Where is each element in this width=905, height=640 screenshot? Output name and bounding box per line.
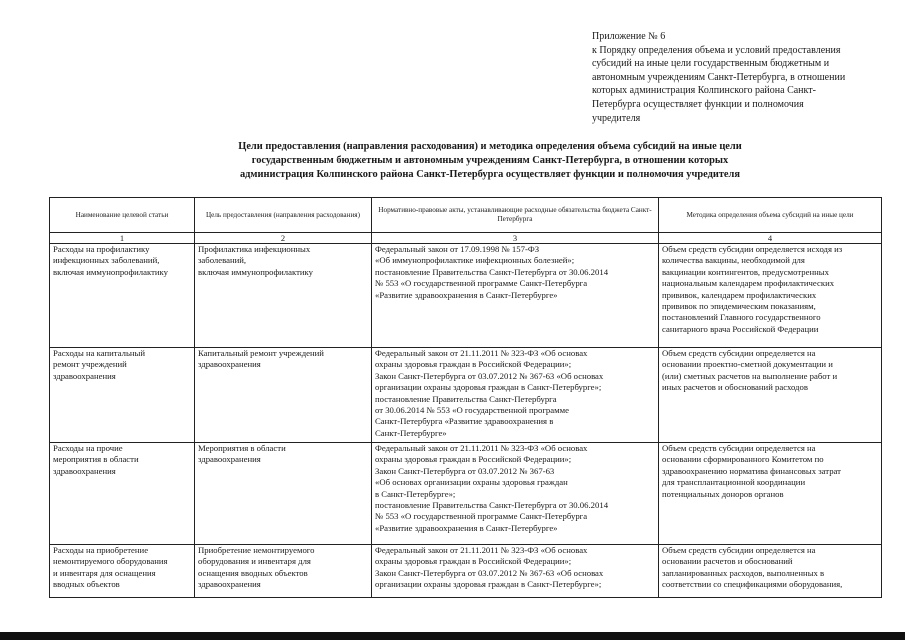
text-line: оснащения вводных объектов <box>198 567 308 578</box>
text-line: Расходы на прочие <box>53 443 123 453</box>
purpose-cell <box>195 244 372 348</box>
text-line: Объем средств субсидии определяется исходя из <box>662 244 843 254</box>
text-line: Санкт-Петербурга «Развитие здравоохранения в <box>375 416 554 427</box>
text-line: ремонт учреждений <box>53 359 127 370</box>
legal-acts-cell <box>372 545 659 598</box>
text-line: Закон Санкт-Петербурга от 03.07.2012 № 367-63 <box>375 465 555 476</box>
text-line: Закон Санкт-Петербурга от 03.07.2012 № 367-63 «Об основах <box>375 370 604 381</box>
text-line: прививок, календарем профилактических <box>662 289 817 300</box>
text-line: и инвентаря для оснащения <box>53 567 156 578</box>
text-line: потенциальных доноров органов <box>662 488 784 499</box>
text-line: здравоохранению норматива финансовых затрат <box>662 465 841 476</box>
text-line: национальным календарем профилактических <box>662 278 835 289</box>
appendix-line: к Порядку определения объема и условий предоставления <box>592 44 841 56</box>
text-line: «Об основах организации охраны здоровья граждан <box>375 477 568 488</box>
text-line: немонтируемого оборудования <box>53 556 168 567</box>
text-line: постановление Правительства Санкт-Петербурга <box>375 393 557 404</box>
text-line: инфекционных заболеваний, <box>53 255 160 266</box>
text-line: здравоохранения <box>53 465 116 476</box>
text-line: Федеральный закон от 21.11.2011 № 323-ФЗ «Об основах <box>375 545 588 555</box>
text-line: прививок по эпидемическим показаниям, <box>662 301 816 312</box>
text-line: Расходы на приобретение <box>53 545 149 555</box>
text-line: в Санкт-Петербурге»; <box>375 488 456 499</box>
method-cell <box>659 443 882 545</box>
text-line: Расходы на профилактику <box>53 244 150 254</box>
text-line: «Об иммунопрофилактике инфекционных болезней»; <box>375 255 575 266</box>
text-line: соответствии со спецификациями оборудования, <box>662 579 843 590</box>
table-header-row <box>50 198 882 233</box>
text-line: Объем средств субсидии определяется на <box>662 348 816 358</box>
text-line: для трансплантационной координации <box>662 477 806 488</box>
appendix-line: которых администрация Колпинского района Санкт- <box>592 85 816 97</box>
text-line: здравоохранения <box>198 454 261 465</box>
purpose-cell <box>195 545 372 598</box>
table-row <box>50 348 882 443</box>
appendix-line: субсидий на иные цели государственным бюджетным и <box>592 58 830 70</box>
header-cell: Цель предоставления (направления расходования) <box>195 198 372 233</box>
text-line: Федеральный закон от 21.11.2011 № 323-ФЗ «Об основах <box>375 348 588 358</box>
legal-acts-cell <box>372 443 659 545</box>
text-line: Федеральный закон от 21.11.2011 № 323-ФЗ «Об основах <box>375 443 588 453</box>
text-line: охраны здоровья граждан в Российской Федерации»; <box>375 454 572 465</box>
text-line: Мероприятия в области <box>198 443 286 453</box>
text-line: № 553 «О государственной программе Санкт-Петербурга <box>375 511 588 522</box>
column-number: 1 <box>50 233 195 244</box>
text-line: включая иммунопрофилактику <box>198 266 313 277</box>
text-line: основании сформированного Комитетом по <box>662 454 824 465</box>
text-line: здравоохранения <box>53 370 116 381</box>
target-item-cell <box>50 443 195 545</box>
heading-line: администрация Колпинского района Санкт-Петербурга осуществляет функции и полномочия учредителя <box>239 169 740 181</box>
header-cell: Нормативно-правовые акты, устанавливающие расходные обязательства бюджета Санкт-Петербурга <box>372 198 659 233</box>
text-line: количества вакцины, необходимой для <box>662 255 805 266</box>
target-item-cell <box>50 545 195 598</box>
column-number: 2 <box>195 233 372 244</box>
text-line: вводных объектов <box>53 579 120 590</box>
appendix-line: Петербурга осуществляет функции и полномочия <box>592 98 804 110</box>
text-line: от 30.06.2014 № 553 «О государственной программе <box>375 405 569 416</box>
text-line: постановлений Главного государственного <box>662 312 821 323</box>
scan-border <box>0 632 905 640</box>
target-item-cell <box>50 244 195 348</box>
method-cell <box>659 348 882 443</box>
text-line: организации охраны здоровья граждан в Санкт-Петербурге»; <box>375 579 602 590</box>
text-line: включая иммунопрофилактику <box>53 266 168 277</box>
text-line: «Развитие здравоохранения в Санкт-Петербурге» <box>375 522 558 533</box>
text-line: здравоохранения <box>198 359 261 370</box>
text-line: организации охраны здоровья граждан в Санкт-Петербурге»; <box>375 382 602 393</box>
text-line: вакцинации контингентов, предусмотренных <box>662 266 829 277</box>
table-row <box>50 545 882 598</box>
purpose-cell <box>195 443 372 545</box>
text-line: постановление Правительства Санкт-Петербурга от 30.06.2014 <box>375 266 609 277</box>
table-row <box>50 443 882 545</box>
document-heading <box>170 140 810 183</box>
appendix-note <box>592 30 882 125</box>
text-line: основании проектно-сметной документации и <box>662 359 833 370</box>
table-row <box>50 244 882 348</box>
text-line: здравоохранения <box>198 579 261 590</box>
text-line: Профилактика инфекционных <box>198 244 311 254</box>
method-cell <box>659 545 882 598</box>
column-number: 3 <box>372 233 659 244</box>
heading-line: Цели предоставления (направления расходования) и методика определения объема субсидий на иные цели <box>238 141 742 152</box>
text-line: оборудования и инвентаря для <box>198 556 311 567</box>
purpose-cell <box>195 348 372 443</box>
text-line: Расходы на капитальный <box>53 348 146 358</box>
header-cell: Методика определения объема субсидий на иные цели <box>659 198 882 233</box>
method-cell <box>659 244 882 348</box>
text-line: заболеваний, <box>198 255 247 266</box>
subsidy-table <box>49 197 882 598</box>
column-number-row <box>50 233 882 244</box>
header-cell: Наименование целевой статьи <box>50 198 195 233</box>
heading-line: государственным бюджетным и автономным учреждениям Санкт-Петербурга, в отношении которых <box>251 155 729 167</box>
text-line: мероприятия в области <box>53 454 139 465</box>
text-line: охраны здоровья граждан в Российской Федерации»; <box>375 556 572 567</box>
text-line: Приобретение немонтируемого <box>198 545 315 555</box>
column-number: 4 <box>659 233 882 244</box>
text-line: «Развитие здравоохранения в Санкт-Петербурге» <box>375 289 558 300</box>
text-line: № 553 «О государственной программе Санкт-Петербурга <box>375 278 588 289</box>
text-line: постановление Правительства Санкт-Петербурга от 30.06.2014 <box>375 500 609 511</box>
text-line: основании расчетов и обоснований <box>662 556 793 567</box>
text-line: Санкт-Петербурге» <box>375 427 447 438</box>
text-line: запланированных расходов, выполненных в <box>662 567 825 578</box>
text-line: санитарного врача Российской Федерации <box>662 323 819 334</box>
target-item-cell <box>50 348 195 443</box>
text-line: Объем средств субсидии определяется на <box>662 545 816 555</box>
text-line: Федеральный закон от 17.09.1998 № 157-ФЗ <box>375 244 540 254</box>
appendix-line: автономным учреждениям Санкт-Петербурга, в отношении <box>592 71 846 83</box>
text-line: Закон Санкт-Петербурга от 03.07.2012 № 367-63 «Об основах <box>375 567 604 578</box>
text-line: иных расчетов и обоснований расходов <box>662 382 808 393</box>
appendix-title: Приложение № 6 <box>592 31 666 42</box>
text-line: Капитальный ремонт учреждений <box>198 348 324 358</box>
text-line: (или) сметных расчетов на выполнение работ и <box>662 370 838 381</box>
appendix-line: учредителя <box>592 112 641 124</box>
legal-acts-cell <box>372 244 659 348</box>
text-line: Объем средств субсидии определяется на <box>662 443 816 453</box>
text-line: охраны здоровья граждан в Российской Федерации»; <box>375 359 572 370</box>
legal-acts-cell <box>372 348 659 443</box>
